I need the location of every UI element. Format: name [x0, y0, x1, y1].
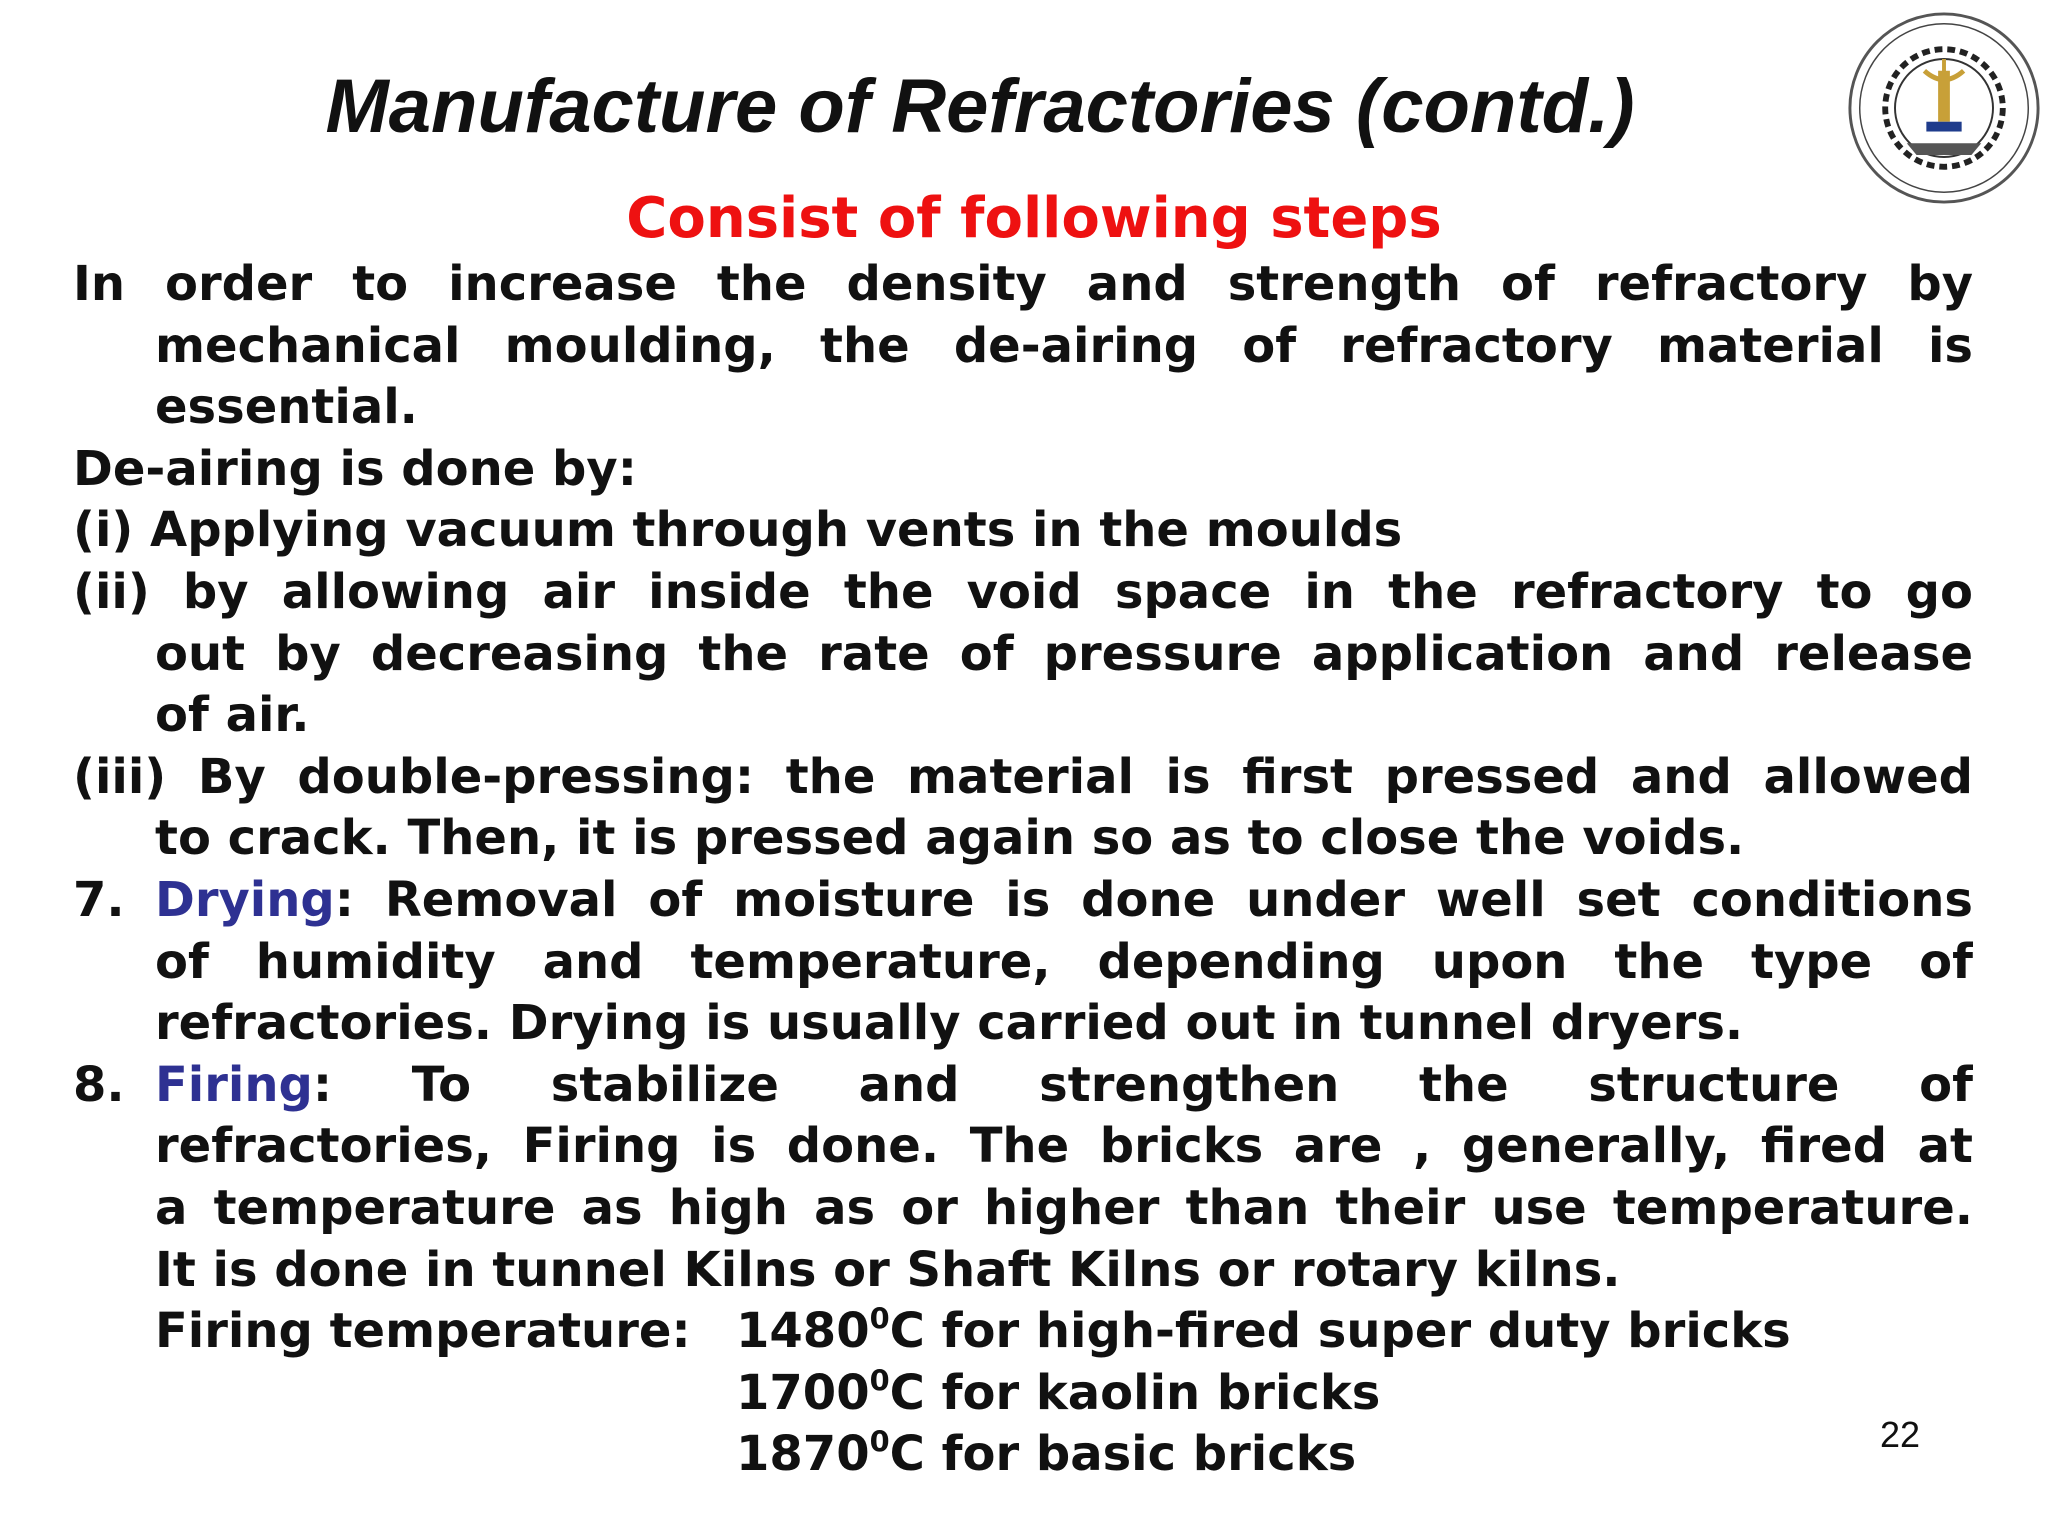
degree-sup: 0 [869, 1362, 890, 1397]
step-number: 8. [73, 1056, 125, 1113]
temp-value: 1700 [736, 1364, 870, 1421]
firing-temp-row [73, 1301, 1973, 1363]
temp-value: 1480 [736, 1303, 870, 1360]
deairing-item-iii-line: to crack. Then, it is pressed again so as to close the voids. [155, 810, 1745, 867]
firing-first-line [155, 1055, 1973, 1117]
degree-sup: 0 [869, 1301, 890, 1336]
slide-subtitle: Consist of following steps [626, 186, 1442, 251]
para1-line: mechanical moulding, the de-airing of refractory material is [155, 317, 1973, 374]
drying-line [73, 870, 1973, 932]
firing-line: a temperature as high as or higher than their use temperature. [155, 1179, 1973, 1236]
firing-line: It is done in tunnel Kilns or Shaft Kilns or rotary kilns. [155, 1241, 1621, 1298]
institute-logo [1846, 10, 2042, 206]
firing-text: : To stabilize and strengthen the structure of [312, 1056, 1973, 1113]
para1-line: In order to increase the density and strength of refractory by [73, 256, 1973, 312]
item-text: Applying vacuum through vents in the moulds [150, 502, 1403, 559]
para1-line: essential. [155, 379, 418, 436]
temp-value: 1870 [736, 1426, 870, 1483]
deairing-item-ii-line: of air. [155, 687, 310, 744]
degree-sup: 0 [869, 1424, 890, 1459]
slide-body [73, 254, 1973, 1486]
firing-temp-row [73, 1424, 1973, 1486]
deairing-item-i [73, 500, 1973, 562]
deairing-item-iii-line: (iii) By double-pressing: the material is first pressed and allowed [73, 748, 1973, 805]
step-number: 7. [73, 871, 125, 928]
temp-unit: C [889, 1303, 925, 1360]
temp-unit: C [889, 1364, 925, 1421]
drying-first-line [155, 870, 1973, 932]
temp-text: for high-fired super duty bricks [924, 1303, 1791, 1360]
firing-temp-row [73, 1363, 1973, 1425]
deairing-item-ii-line: (ii) by allowing air inside the void space in the refractory to go [73, 563, 1973, 620]
firing-line: refractories, Firing is done. The bricks are , generally, fired at [155, 1118, 1973, 1175]
item-marker: (i) [73, 502, 134, 559]
drying-keyword: Drying [155, 871, 335, 928]
temp-text: for basic bricks [924, 1426, 1357, 1483]
page-number: 22 [1880, 1414, 1921, 1455]
drying-text: : Removal of moisture is done under well set conditions [334, 871, 1973, 928]
firing-line [73, 1055, 1973, 1117]
firing-temp-label: Firing temperature: [155, 1303, 691, 1360]
drying-line: of humidity and temperature, depending upon the type of [155, 933, 1973, 990]
drying-line: refractories. Drying is usually carried out in tunnel dryers. [155, 995, 1744, 1052]
temp-unit: C [889, 1426, 925, 1483]
slide-title: Manufacture of Refractories (contd.) [325, 64, 1635, 149]
firing-keyword: Firing [155, 1056, 313, 1113]
temp-text: for kaolin bricks [924, 1364, 1381, 1421]
deairing-item-ii-line: out by decreasing the rate of pressure application and release [155, 625, 1973, 682]
deairing-heading: De-airing is done by: [73, 440, 637, 497]
